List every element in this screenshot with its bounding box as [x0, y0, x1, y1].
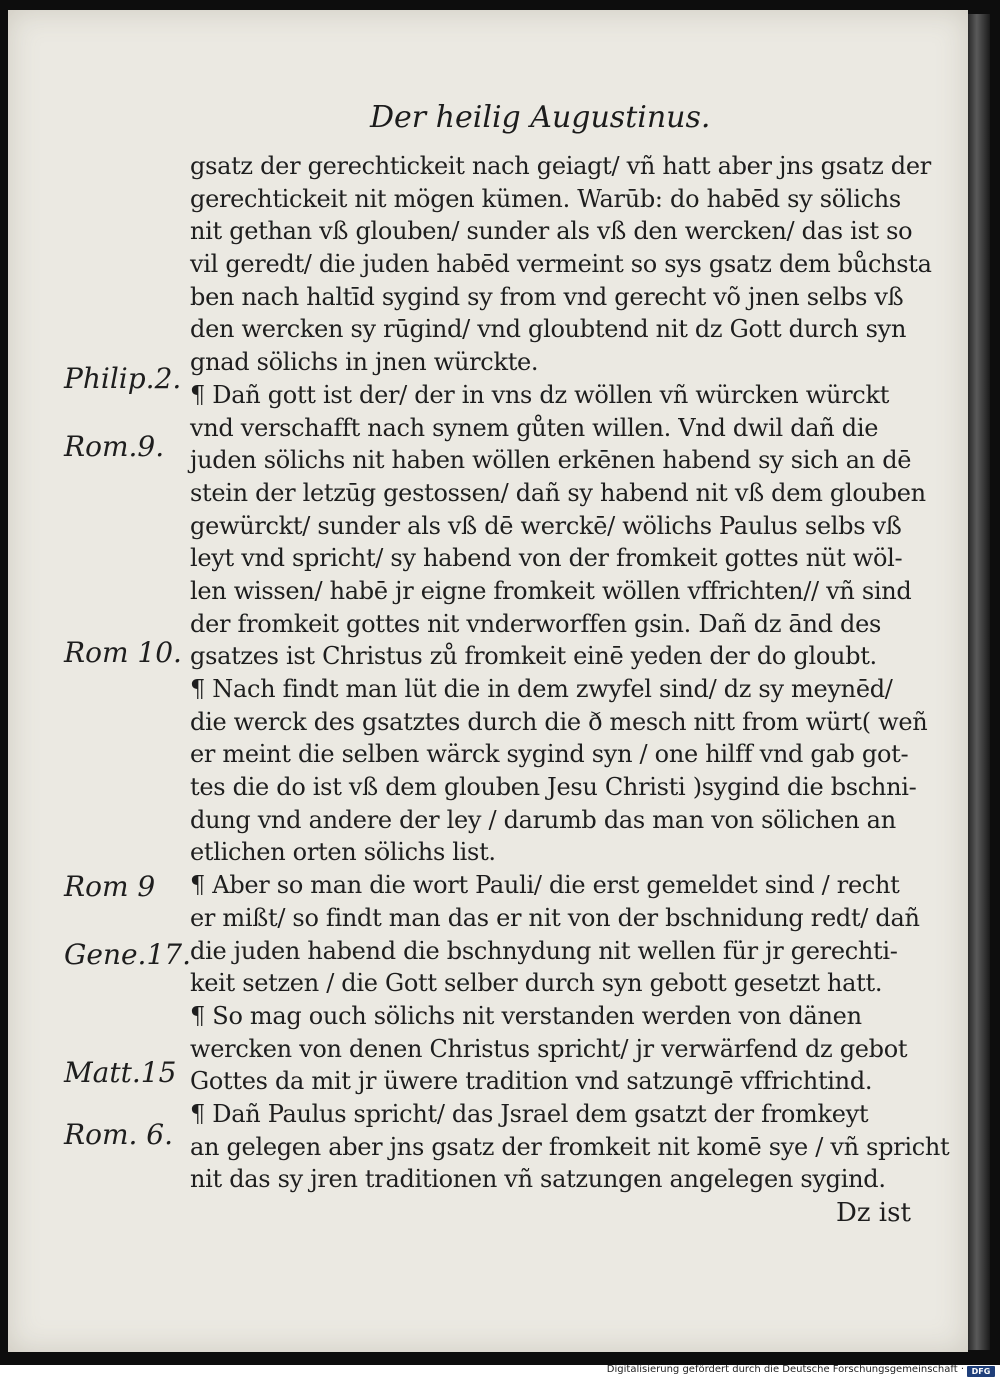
marginal-note: Matt.15: [64, 1056, 177, 1089]
footer-credit: Digitalisierung gefördert durch die Deutsche Forschungsgemeinschaft ·: [606, 1364, 964, 1375]
text-line: vnd verschafft nach synem gůten willen. Vnd dwil dañ die: [190, 413, 879, 442]
text-line: leyt vnd spricht/ sy habend von der fromkeit gottes nüt wöl-: [190, 544, 903, 573]
text-line: ¶ Dañ Paulus spricht/ das Jsrael dem gsatzt der fromkeyt: [190, 1099, 869, 1128]
text-line: ¶ So mag ouch sölichs nit verstanden werden von dänen: [190, 1001, 862, 1030]
text-line: er mißt/ so findt man das er nit von der bschnidung redt/ dañ: [190, 903, 920, 932]
text-line: vil geredt/ die juden habēd vermeint so sys gsatz dem bůchsta: [190, 250, 932, 279]
marginal-note: Philip.2.: [64, 362, 182, 395]
text-line: gnad sölichs in jnen würckte.: [190, 348, 539, 377]
text-line: juden sölichs nit haben wöllen erkēnen habend sy sich an dē: [190, 446, 912, 475]
text-line: stein der letzūg gestossen/ dañ sy habend nit vß dem glouben: [190, 478, 926, 507]
text-line: die werck des gsatztes durch die ð mesch nitt from würt( weñ: [190, 707, 928, 736]
text-line: dung vnd andere der ley / darumb das man von sölichen an: [190, 805, 896, 834]
text-line: gerechtickeit nit mögen kümen. Warūb: do habēd sy sölichs: [190, 184, 901, 213]
body-text: [190, 150, 950, 1196]
text-line: gewürckt/ sunder als vß dē werckē/ wölichs Paulus selbs vß: [190, 511, 902, 540]
text-line: gsatz der gerechtickeit nach geiagt/ vñ hatt aber jns gsatz der: [190, 152, 931, 180]
text-line: nit das sy jren traditionen vñ satzungen angelegen sygind.: [190, 1165, 886, 1194]
text-line: wercken von denen Christus spricht/ jr verwärfend dz gebot: [190, 1034, 908, 1063]
dfg-logo: DFG: [967, 1366, 995, 1377]
text-line: den wercken sy rūgind/ vnd gloubtend nit dz Gott durch syn: [190, 315, 907, 344]
marginal-note: Rom.9.: [64, 430, 165, 463]
text-line: ¶ Dañ gott ist der/ der in vns dz wöllen vñ würcken würckt: [190, 380, 890, 409]
text-line: keit setzen / die Gott selber durch syn gebott gesetzt hatt.: [190, 969, 883, 998]
marginal-note: Rom 10.: [64, 636, 182, 669]
text-line: der fromkeit gottes nit vnderworffen gsin. Dañ dz ānd des: [190, 609, 882, 638]
text-line: gsatzes ist Christus zů fromkeit einē yeden der do gloubt.: [190, 642, 877, 671]
text-line: ben nach haltīd sygind sy from vnd gerecht võ jnen selbs vß: [190, 282, 904, 311]
page-edge: [968, 14, 990, 1350]
text-line: ¶ Aber so man die wort Pauli/ die erst gemeldet sind / recht: [190, 871, 900, 900]
text-line: er meint die selben wärck sygind syn / one hilff vnd gab got-: [190, 740, 909, 769]
marginal-note: Rom. 6.: [64, 1118, 174, 1151]
catchword: Dz ist: [836, 1198, 911, 1228]
running-head: Der heilig Augustinus.: [370, 100, 711, 135]
text-line: len wissen/ habē jr eigne fromkeit wöllen vffrichten// vñ sind: [190, 576, 912, 605]
text-line: die juden habend die bschnydung nit wellen für jr gerechti-: [190, 936, 898, 965]
text-line: an gelegen aber jns gsatz der fromkeit nit komē sye / vñ spricht: [190, 1132, 950, 1161]
text-line: nit gethan vß glouben/ sunder als vß den wercken/ das ist so: [190, 217, 913, 246]
text-line: etlichen orten sölichs list.: [190, 838, 496, 867]
marginal-note: Rom 9: [64, 870, 156, 903]
text-line: Gottes da mit jr üwere tradition vnd satzungē vffrichtind.: [190, 1067, 873, 1096]
text-line: ¶ Nach findt man lüt die in dem zwyfel sind/ dz sy meynēd/: [190, 675, 893, 703]
text-line: tes die do ist vß dem glouben Jesu Christi )sygind die bschni-: [190, 773, 917, 802]
marginal-note: Gene.17.: [64, 938, 191, 971]
